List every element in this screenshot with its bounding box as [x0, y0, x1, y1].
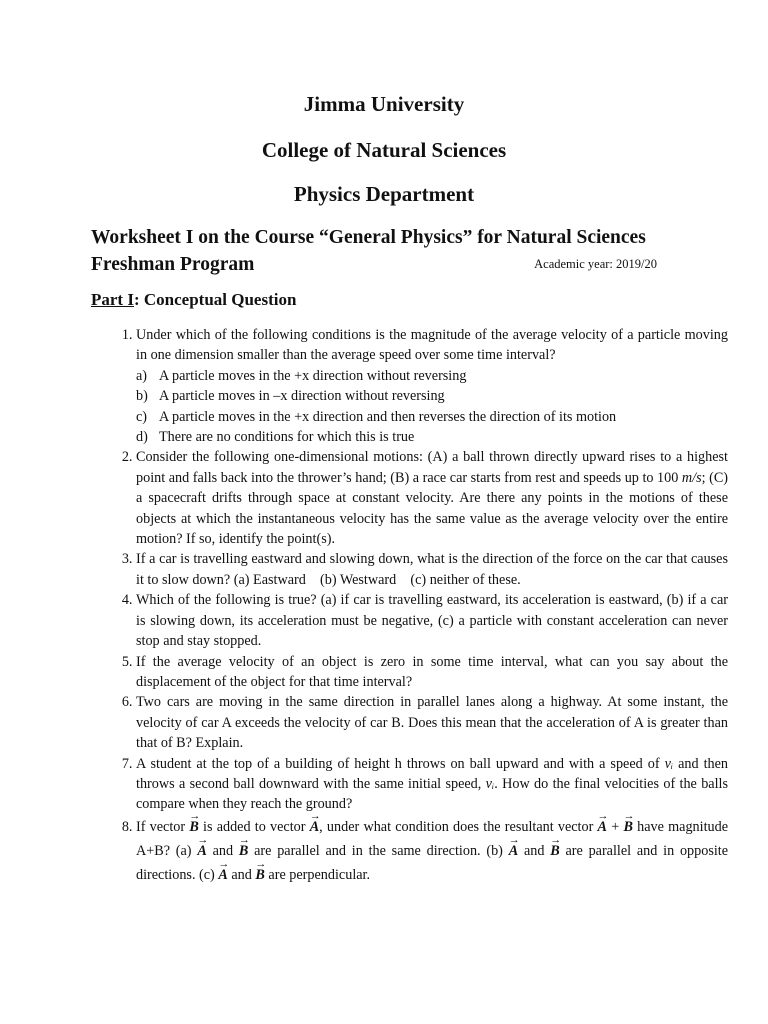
question-1-options: [136, 366, 728, 448]
option-c: [136, 407, 728, 427]
worksheet-title-line2: Freshman Program: [91, 254, 255, 275]
vector-a-opt-b: → A: [509, 839, 518, 863]
question-2-text-b: ; (C) a spacecraft drifts through space at constant velocity. Are there any points in the motions of these objects at which the instantaneous velocity has the same value as the average velocity over the entire motion? If so, identify the point(s).: [136, 469, 729, 548]
worksheet-title-line1: Worksheet I on the Course “General Physics” for Natural Sciences: [91, 227, 646, 248]
department-name: Physics Department: [293, 182, 475, 206]
initial-speed-symbol: vᵢ: [664, 755, 674, 772]
option-d-text: There are no conditions for which this is true: [159, 429, 415, 446]
vector-a-sum: → A: [598, 815, 607, 839]
question-5: 5. If the average velocity of an object is zero in some time interval, what can you say about the displacement of the object for that time interval?: [136, 652, 728, 693]
speed-unit: m/s: [681, 469, 702, 486]
question-2-text-a: Consider the following one-dimensional motions: (A) a ball thrown directly upward rises to a highest point and falls back into the thrower’s hand; (B) a race car starts from rest and speeds up to 100: [136, 449, 728, 486]
option-c-text: A particle moves in the +x direction and then reverses the direction of its motion: [159, 408, 617, 425]
q8-part-6: are parallel and in opposite directions. (c): [136, 842, 729, 883]
question-6: 6. Two cars are moving in the same direction in parallel lanes along a highway. At some instant, the velocity of car A exceeds the velocity of car B. Does this mean that the acceleration of A is greater than that of B? Explain.: [136, 692, 728, 753]
question-8: [136, 815, 728, 887]
vector-b-opt-a: → B: [239, 839, 248, 863]
question-3: 3. If a car is travelling eastward and slowing down, what is the direction of the force on the car that causes it to slow down? (a) Eastward (b) Westward (c) neither of these.: [136, 549, 728, 590]
part-heading: [91, 290, 296, 310]
question-7-text-c: . How do the final velocities of the balls compare when they reach the ground?: [136, 775, 729, 813]
option-a: [136, 366, 728, 386]
option-b-text: A particle moves in –x direction without reversing: [159, 388, 445, 405]
plus-sign: +: [607, 818, 624, 835]
college-name: College of Natural Sciences: [261, 138, 507, 162]
question-1-text: Under which of the following conditions is the magnitude of the average velocity of a particle moving in one dimension smaller than the average speed over some time interval?: [136, 327, 728, 364]
vector-b-opt-c: → B: [255, 863, 264, 887]
initial-speed-symbol-2: vᵢ: [485, 775, 495, 792]
q8-part-7: are perpendicular.: [268, 866, 371, 883]
option-a-mark: a): [136, 367, 148, 384]
university-name: Jimma University: [303, 92, 465, 116]
question-4: 4. Which of the following is true? (a) if car is travelling eastward, its acceleration is eastward, (b) if a car is slowing down, its acceleration must be negative, (c) a particle with constant acceleration can never stop and stay stopped.: [136, 590, 728, 651]
option-a-text: A particle moves in the +x direction without reversing: [159, 367, 467, 384]
question-7: [136, 754, 728, 815]
option-b: [136, 386, 728, 406]
q8-part-2: is added to vector: [203, 818, 306, 835]
option-d-mark: d): [136, 429, 148, 446]
vector-b-opt-b: → B: [550, 839, 559, 863]
and-word-c: and: [231, 866, 252, 883]
option-d: [136, 427, 728, 447]
vector-b-sum: → B: [623, 815, 632, 839]
part-label: Part I: [91, 290, 134, 309]
question-2: [136, 447, 728, 549]
option-c-mark: c): [136, 408, 148, 425]
vector-a-opt-a: → A: [197, 839, 206, 863]
academic-year: Academic year: 2019/20: [534, 257, 657, 271]
option-b-mark: b): [136, 388, 148, 405]
q8-part-1: If vector: [136, 818, 186, 835]
and-word-b: and: [523, 842, 545, 859]
question-7-text-a: A student at the top of a building of height h throws on ball upward and with a speed of: [136, 755, 660, 772]
q8-part-4: have magnitude A+B? (a): [136, 818, 729, 859]
part-title: : Conceptual Question: [133, 290, 297, 309]
question-1: [136, 325, 728, 447]
vector-b: → B: [189, 815, 198, 839]
and-word-a: and: [212, 842, 234, 859]
q8-part-5: are parallel and in the same direction. (b): [254, 842, 503, 859]
vector-a-opt-c: → A: [218, 863, 227, 887]
q8-part-3: , under what condition does the resultant vector: [319, 818, 594, 835]
question-list: [91, 325, 732, 887]
worksheet-title: [91, 224, 691, 280]
vector-a: → A: [310, 815, 319, 839]
question-7-text-b: and then throws a second ball downward with the same initial speed,: [136, 755, 729, 792]
